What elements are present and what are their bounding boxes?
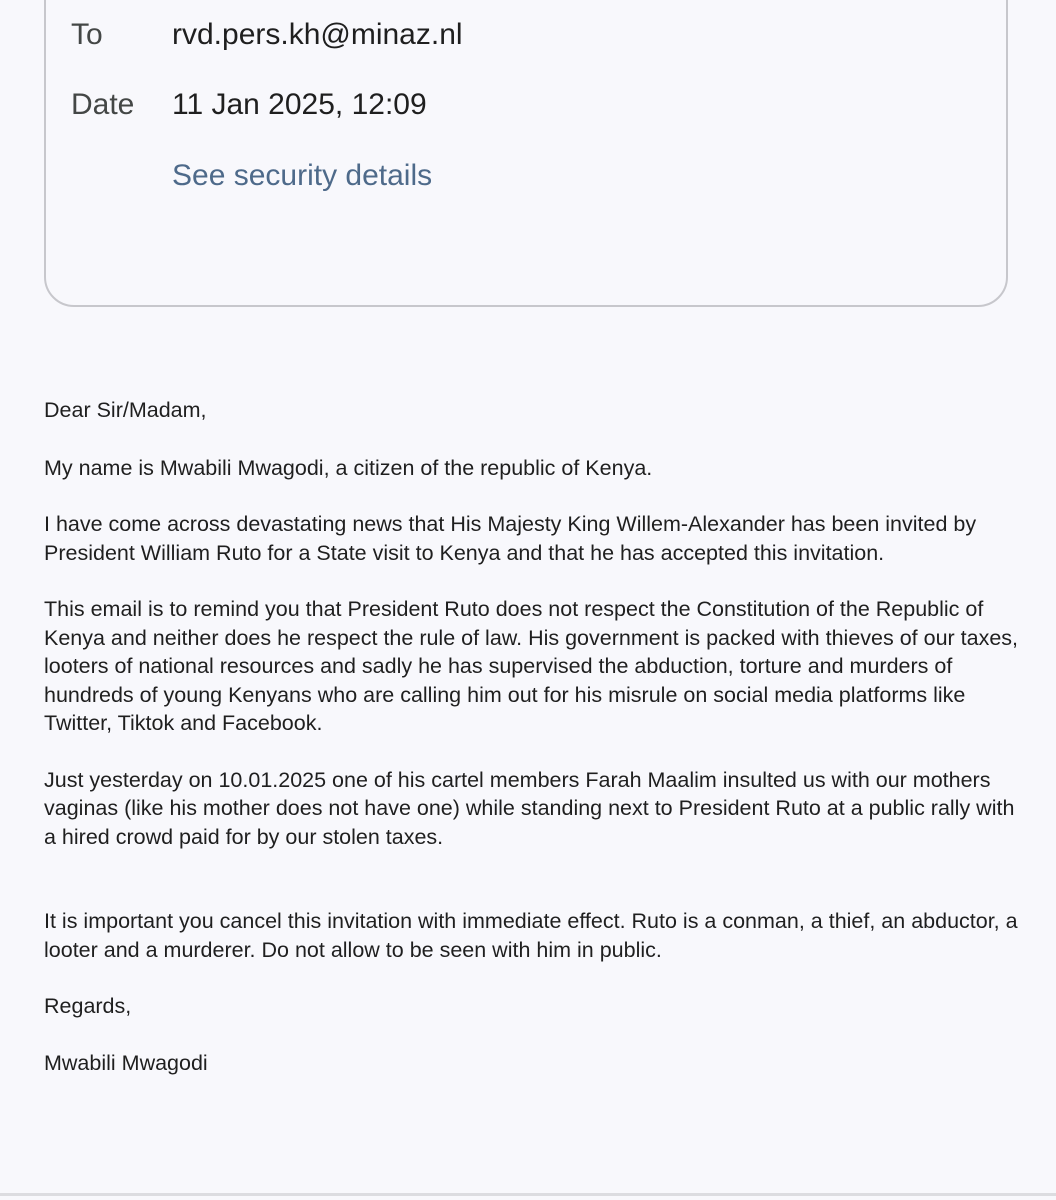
greeting: Dear Sir/Madam, [44, 398, 207, 422]
email-body [44, 396, 1024, 1077]
paragraph-incident: Just yesterday on 10.01.2025 one of his cartel members Farah Maalim insulted us with our mothers vaginas (like his mother does not have one) while standing next to President Ruto at a public rally with a hired crowd paid for by our stolen taxes. [44, 767, 1015, 849]
date-value: 11 Jan 2025, 12:09 [172, 88, 427, 121]
signature: Mwabili Mwagodi [44, 1050, 208, 1075]
to-value: rvd.pers.kh@minaz.nl [172, 18, 463, 51]
paragraph-news: I have come across devastating news that His Majesty King Willem-Alexander has been invited by President William Ruto for a State visit to Kenya and that he has accepted this invitation. [44, 512, 977, 565]
paragraph-reminder: This email is to remind you that President Ruto does not respect the Constitution of the Republic of Kenya and neither does he respect the rule of law. His government is packed with thieves of our taxes, looters of national resources and sadly he has supervised the abduction, torture and murders of hundreds of young Kenyans who are calling him out for his misrule on social media platforms like Twitter, Tiktok and Facebook. [44, 597, 1019, 735]
paragraph-intro: My name is Mwabili Mwagodi, a citizen of the republic of Kenya. [44, 455, 653, 480]
date-label: Date [71, 88, 135, 121]
closing: Regards, [44, 994, 132, 1018]
bottom-divider [0, 1193, 1056, 1196]
paragraph-request: It is important you cancel this invitation with immediate effect. Ruto is a conman, a thief, an abductor, a looter and a murderer. Do not allow to be seen with him in public. [44, 909, 1018, 962]
to-label: To [71, 18, 103, 51]
security-details-link[interactable]: See security details [172, 159, 433, 192]
